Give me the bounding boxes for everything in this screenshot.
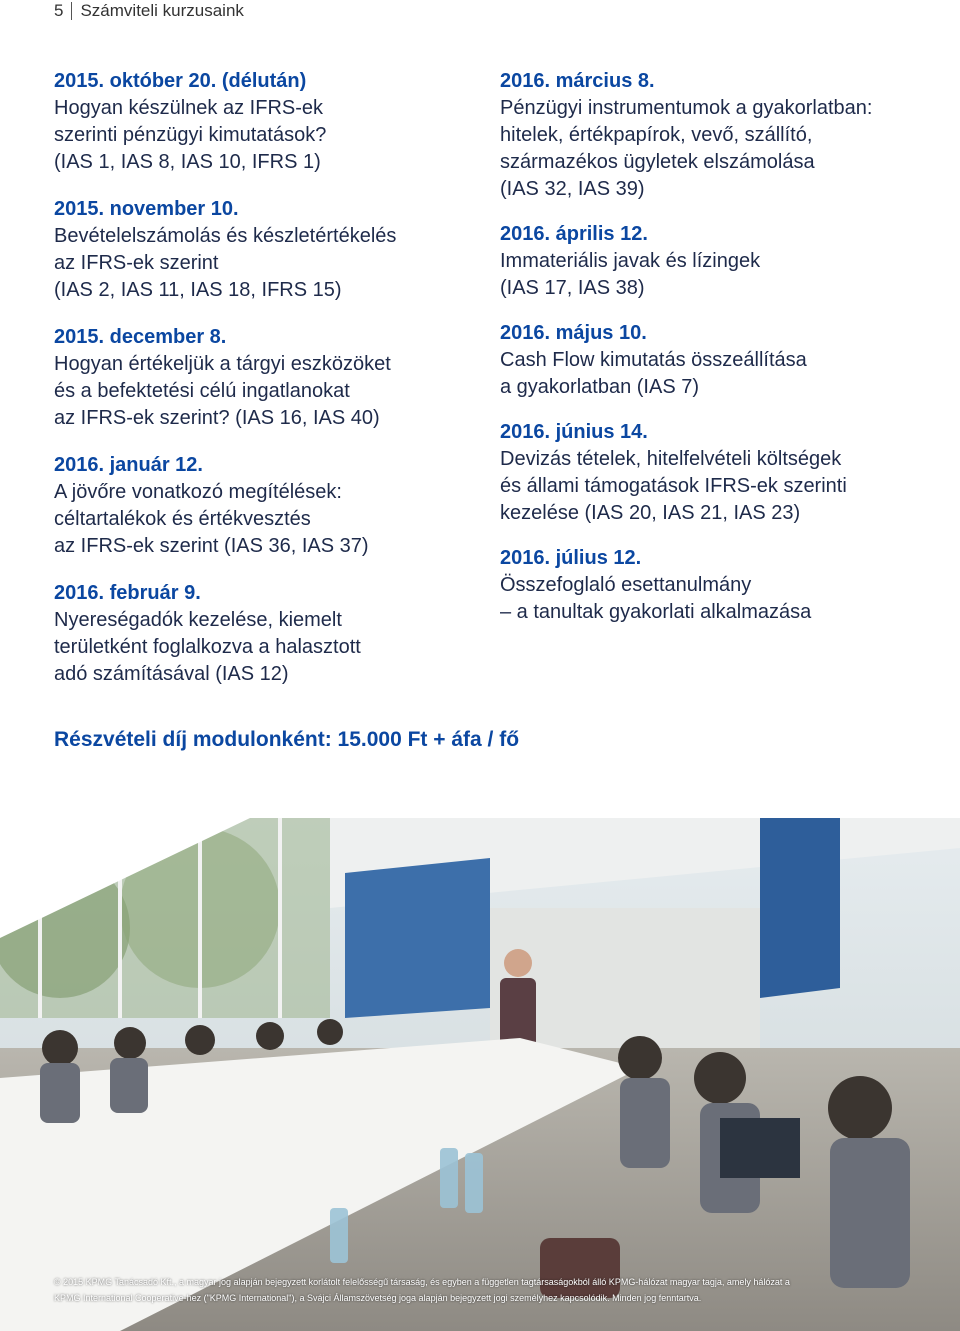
participation-fee: Részvételi díj modulonként: 15.000 Ft + áfa / fő bbox=[54, 728, 520, 751]
course-date: 2015. október 20. (délután) bbox=[54, 70, 307, 92]
course-date: 2016. március 8. bbox=[500, 70, 655, 92]
course-description: Pénzügyi instrumentumok a gyakorlatban: hitelek, értékpapírok, vevő, szállító, származékos ügyletek elszámolása (IAS 32, IAS 39) bbox=[500, 97, 873, 200]
course-description: Bevételelszámolás és készletértékelés az IFRS-ek szerint (IAS 2, IAS 11, IAS 18, IFRS 15) bbox=[54, 225, 397, 301]
course-description: Devizás tételek, hitelfelvételi költségek és állami támogatások IFRS-ek szerinti kezelése (IAS 20, IAS 21, IAS 23) bbox=[500, 448, 847, 524]
course-item bbox=[54, 324, 464, 432]
left-course-column bbox=[54, 68, 464, 708]
course-date: 2016. február 9. bbox=[54, 582, 201, 604]
course-date: 2016. május 10. bbox=[500, 322, 647, 344]
course-date: 2016. január 12. bbox=[54, 454, 203, 476]
course-item bbox=[500, 419, 920, 527]
page-title: Számviteli kurzusaink bbox=[80, 1, 244, 20]
course-item bbox=[500, 320, 920, 401]
course-date: 2016. július 12. bbox=[500, 547, 642, 569]
right-course-column bbox=[500, 68, 920, 644]
course-description: Immateriális javak és lízingek (IAS 17, IAS 38) bbox=[500, 250, 761, 299]
course-date: 2016. április 12. bbox=[500, 223, 648, 245]
course-description: Cash Flow kimutatás összeállítása a gyakorlatban (IAS 7) bbox=[500, 349, 807, 398]
copyright-line-2: KPMG International Cooperative-hez ("KPMG International"), a Svájci Államszövetség joga alapján bejegyzett jogi személyhez kapcsolódik. Minden jog fenntartva. bbox=[54, 1293, 702, 1303]
course-description: Nyereségadók kezelése, kiemelt területként foglalkozva a halasztott adó számításával (IAS 12) bbox=[54, 609, 361, 685]
course-description: Hogyan értékeljük a tárgyi eszközöket és a befektetési célú ingatlanokat az IFRS-ek szerint? (IAS 16, IAS 40) bbox=[54, 353, 391, 429]
page-number: 5 bbox=[54, 1, 64, 20]
course-date: 2015. december 8. bbox=[54, 326, 227, 348]
seminar-photo-illustration bbox=[0, 818, 960, 1331]
course-description: A jövőre vonatkozó megítélések: céltartalékok és értékvesztés az IFRS-ek szerint (IAS 36, IAS 37) bbox=[54, 481, 369, 557]
course-date: 2016. június 14. bbox=[500, 421, 648, 443]
copyright-line-1: © 2015 KPMG Tanácsadó Kft., a magyar jog alapján bejegyzett korlátolt felelősségű társaság, és egyben a független tagtársaságokból álló KPMG-hálózat magyar tagja, amely hálózat a bbox=[54, 1277, 790, 1287]
course-item bbox=[54, 452, 464, 560]
course-item bbox=[500, 221, 920, 302]
page-header bbox=[54, 0, 244, 22]
course-item bbox=[54, 196, 464, 304]
course-item bbox=[54, 68, 464, 176]
course-item bbox=[500, 68, 920, 203]
course-description: Összefoglaló esettanulmány – a tanultak gyakorlati alkalmazása bbox=[500, 574, 812, 623]
course-description: Hogyan készülnek az IFRS-ek szerinti pénzügyi kimutatások? (IAS 1, IAS 8, IAS 10, IFRS 1) bbox=[54, 97, 327, 173]
header-divider bbox=[71, 2, 72, 20]
course-date: 2015. november 10. bbox=[54, 198, 239, 220]
seminar-photo bbox=[0, 818, 960, 1331]
copyright-footer bbox=[54, 1274, 914, 1306]
course-item bbox=[54, 580, 464, 688]
course-item bbox=[500, 545, 920, 626]
